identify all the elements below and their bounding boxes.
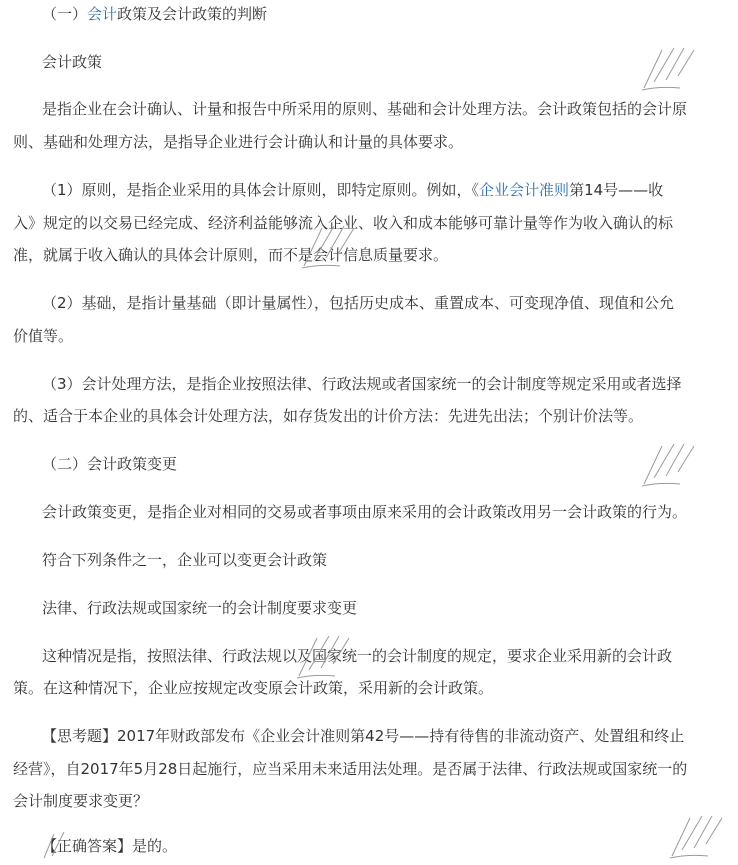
heading-prefix: （一） bbox=[42, 5, 88, 23]
accounting-standards-link[interactable]: 企业会计准则 bbox=[479, 181, 570, 199]
policy-change-conditions: 符合下列条件之一，企业可以变更会计政策 bbox=[42, 551, 328, 569]
question-line-1: 【思考题】2017年财政部发布《企业会计准则第42号——持有待售的非流动资产、处置组和终止 bbox=[42, 727, 685, 745]
correct-answer: 【正确答案】是的。 bbox=[42, 837, 178, 855]
item-principle-pre: （1）原则，是指企业采用的具体会计原则，即特定原则。例如，《 bbox=[42, 181, 480, 199]
watermark-mark-icon bbox=[640, 438, 700, 488]
watermark-mark-icon bbox=[668, 810, 728, 860]
law-requirement-line-1: 这种情况是指，按照法律、行政法规以及国家统一的会计制度的规定，要求企业采用新的会计政 bbox=[42, 647, 673, 665]
question-line-2: 经营》，自2017年5月28日起施行，应当采用未来适用法处理。是否属于法律、行政法规或国家统一的 bbox=[13, 760, 688, 778]
item-method-line-1: （3）会计处理方法，是指企业按照法律、行政法规或者国家统一的会计制度等规定采用或者选择 bbox=[42, 375, 682, 393]
question-line-3: 会计制度要求变更？ bbox=[13, 792, 149, 810]
item-principle-post: 第14号——收 bbox=[569, 181, 664, 199]
policy-title: 会计政策 bbox=[42, 53, 103, 71]
section-heading-policy-change: （二）会计政策变更 bbox=[42, 455, 178, 473]
policy-change-definition: 会计政策变更，是指企业对相同的交易或者事项由原来采用的会计政策改用另一会计政策的行为。 bbox=[42, 503, 688, 521]
item-principle-line-2: 入》规定的以交易已经完成、经济利益能够流入企业、收入和成本能够可靠计量等作为收入确认的标 bbox=[13, 214, 674, 232]
item-principle-line-1 bbox=[42, 180, 663, 200]
watermark-mark-icon bbox=[640, 42, 700, 92]
policy-definition-line-1: 是指企业在会计确认、计量和报告中所采用的原则、基础和会计处理方法。会计政策包括的会计原 bbox=[42, 100, 688, 118]
accounting-link[interactable]: 会计 bbox=[87, 5, 118, 23]
section-heading-policy-judgment bbox=[42, 4, 267, 24]
item-basis-line-1: （2）基础，是指计量基础（即计量属性），包括历史成本、重置成本、可变现净值、现值和公允 bbox=[42, 294, 675, 312]
heading-rest: 政策及会计政策的判断 bbox=[117, 5, 268, 23]
policy-definition-line-2: 则、基础和处理方法，是指导企业进行会计确认和计量的具体要求。 bbox=[13, 133, 464, 151]
item-basis-line-2: 价值等。 bbox=[13, 327, 74, 345]
law-requirement-line-2: 策。在这种情况下，企业应按规定改变原会计政策，采用新的会计政策。 bbox=[13, 679, 494, 697]
item-principle-line-3: 准，就属于收入确认的具体会计原则，而不是会计信息质量要求。 bbox=[13, 246, 449, 264]
item-method-line-2: 的、适合于本企业的具体会计处理方法，如存货发出的计价方法：先进先出法；个别计价法等。 bbox=[13, 407, 644, 425]
law-requirement-title: 法律、行政法规或国家统一的会计制度要求变更 bbox=[42, 599, 358, 617]
